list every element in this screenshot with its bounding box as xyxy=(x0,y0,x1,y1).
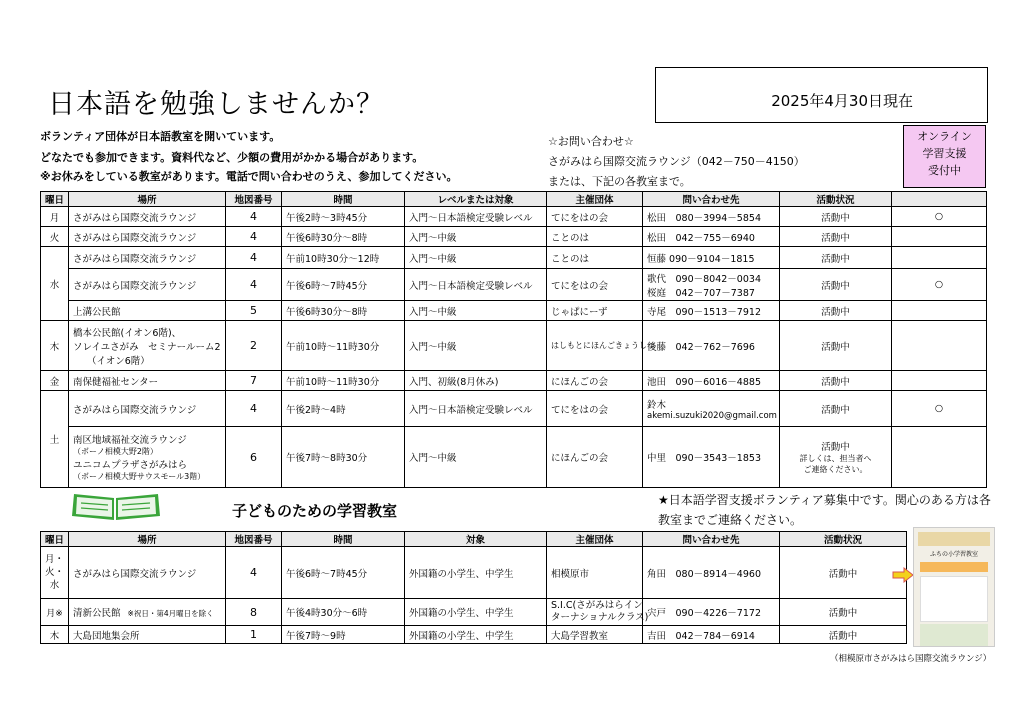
kids-classroom-table xyxy=(40,531,907,644)
header-time: 時間 xyxy=(282,192,405,207)
intro-line-3: ※お休みをしている教室があります。電話で問い合わせのうえ、参加してください。 xyxy=(40,170,458,183)
intro-line-2: どなたでも参加できます。資料代など、少額の費用がかかる場合があります。 xyxy=(40,151,424,164)
time-cell: 午後2時～3時45分 xyxy=(282,207,405,227)
place-line: （イオン6階） xyxy=(87,355,150,367)
contact-cell xyxy=(643,269,780,301)
contact-cell: 角田 080－8914－4960 xyxy=(643,547,780,599)
time-cell: 午後6時～7時45分 xyxy=(282,547,405,599)
level-cell: 入門～中級 xyxy=(405,301,547,321)
level-cell: 入門～日本語検定受験レベル xyxy=(405,207,547,227)
map-number: 1 xyxy=(226,626,282,644)
header-level: レベルまたは対象 xyxy=(405,192,547,207)
place-name: 清新公民館 xyxy=(73,608,121,619)
day-cell-tue: 火 xyxy=(41,227,69,247)
org-line: S.I.C(さがみはらイン xyxy=(551,600,643,611)
org-cell: ことのは xyxy=(547,227,643,247)
arrow-right-icon xyxy=(893,568,913,582)
contact-cell: 恒藤 090－9104－1815 xyxy=(643,247,780,269)
header-time: 時間 xyxy=(282,532,405,547)
contact-cell xyxy=(643,391,780,427)
online-mark: ○ xyxy=(892,269,987,301)
map-number: 4 xyxy=(226,227,282,247)
header-contact: 問い合わせ先 xyxy=(643,192,780,207)
map-number: 4 xyxy=(226,269,282,301)
time-cell: 午前10時30分～12時 xyxy=(282,247,405,269)
table-header-row xyxy=(41,192,987,207)
table-row xyxy=(41,269,987,301)
map-number: 4 xyxy=(226,247,282,269)
date-box xyxy=(655,67,988,123)
status-cell: 活動中 xyxy=(780,321,892,371)
level-cell: 入門～中級 xyxy=(405,247,547,269)
map-number: 7 xyxy=(226,371,282,391)
org-cell: てにをはの会 xyxy=(547,391,643,427)
place-cell xyxy=(69,599,226,626)
org-cell: にほんごの会 xyxy=(547,371,643,391)
target-cell: 外国籍の小学生、中学生 xyxy=(405,547,547,599)
place-line: 橋本公民館(イオン6階)、 xyxy=(73,327,182,339)
day-cell-fri: 金 xyxy=(41,371,69,391)
org-cell xyxy=(547,599,649,626)
time-cell: 午後7時～8時30分 xyxy=(282,427,405,488)
table-row xyxy=(41,626,907,644)
org-cell: てにをはの会 xyxy=(547,269,643,301)
header-day: 曜日 xyxy=(41,532,69,547)
day-cell-wed: 水 xyxy=(41,247,69,321)
place-cell: さがみはら国際交流ラウンジ xyxy=(69,247,226,269)
flyer-caption: （相模原市さがみはら国際交流ラウンジ） xyxy=(830,654,992,664)
level-cell: 入門～中級 xyxy=(405,321,547,371)
kids-section-title: 子どものための学習教室 xyxy=(232,502,398,520)
place-cell: 大島団地集会所 xyxy=(69,626,226,644)
contact-cell: 後藤 042－762－7696 xyxy=(643,321,780,371)
status-cell: 活動中 xyxy=(780,626,907,644)
header-status: 活動状況 xyxy=(780,532,907,547)
header-place: 場所 xyxy=(69,532,226,547)
online-line-1: オンライン xyxy=(917,130,972,143)
status-line: ご連絡ください。 xyxy=(803,465,868,474)
online-mark: ○ xyxy=(892,207,987,227)
header-online xyxy=(892,192,987,207)
online-mark xyxy=(892,321,987,371)
target-cell: 外国籍の小学生、中学生 xyxy=(405,599,547,626)
contact-cell: 宍戸 090－4226－7172 xyxy=(643,599,780,626)
table-row xyxy=(41,227,987,247)
header-org: 主催団体 xyxy=(547,532,643,547)
table-row xyxy=(41,427,987,488)
map-number: 2 xyxy=(226,321,282,371)
contact-cell: 松田 080－3994－5854 xyxy=(643,207,780,227)
level-cell: 入門～日本語検定受験レベル xyxy=(405,269,547,301)
level-cell: 入門～中級 xyxy=(405,227,547,247)
header-contact: 問い合わせ先 xyxy=(643,532,780,547)
header-status: 活動状況 xyxy=(780,192,892,207)
day-cell-thu: 木 xyxy=(41,321,69,371)
online-support-box xyxy=(903,125,986,188)
level-cell: 入門、初級(8月休み) xyxy=(405,371,547,391)
status-cell: 活動中 xyxy=(780,371,892,391)
online-line-3: 受付中 xyxy=(928,164,961,177)
table-row xyxy=(41,391,987,427)
org-cell: 相模原市 xyxy=(547,547,643,599)
place-line: ユニコムプラザさがみはら xyxy=(73,460,188,471)
org-cell: にほんごの会 xyxy=(547,427,643,488)
contact-cell: 松田 042－755－6940 xyxy=(643,227,780,247)
kids-class-flyer-image xyxy=(913,527,995,647)
target-cell: 外国籍の小学生、中学生 xyxy=(405,626,547,644)
status-cell: 活動中 xyxy=(780,599,907,626)
place-cell xyxy=(69,321,226,371)
day-cell-sat: 土 xyxy=(41,391,69,488)
volunteer-recruit-note: ★日本語学習支援ボランティア募集中です。関心のある方は各教室までご連絡ください。 xyxy=(658,493,991,527)
online-mark xyxy=(892,371,987,391)
contact-cell: 寺尾 090－1513－7912 xyxy=(643,301,780,321)
day-cell: 月※ xyxy=(41,599,69,626)
contact-line: 鈴木 xyxy=(647,399,667,411)
contact-heading: ☆お問い合わせ☆ xyxy=(548,135,634,148)
table-row xyxy=(41,371,987,391)
place-cell: さがみはら国際交流ラウンジ xyxy=(69,391,226,427)
online-mark xyxy=(892,247,987,269)
org-cell: 大島学習教室 xyxy=(547,626,643,644)
table-row xyxy=(41,207,987,227)
level-cell: 入門～日本語検定受験レベル xyxy=(405,391,547,427)
table-row xyxy=(41,547,907,599)
org-line: ターナショナルクラス) xyxy=(551,612,649,623)
time-cell: 午後6時30分～8時 xyxy=(282,301,405,321)
header-place: 場所 xyxy=(69,192,226,207)
contact-or: または、下記の各教室まで。 xyxy=(548,175,691,188)
header-org: 主催団体 xyxy=(547,192,643,207)
org-cell: じゃぱにーず xyxy=(547,301,643,321)
place-cell: さがみはら国際交流ラウンジ xyxy=(69,269,226,301)
place-cell: さがみはら国際交流ラウンジ xyxy=(69,227,226,247)
kids-header-row xyxy=(41,532,907,547)
online-mark xyxy=(892,227,987,247)
contact-cell: 吉田 042－784－6914 xyxy=(643,626,780,644)
place-line: ソレイユさがみ セミナールーム2 xyxy=(73,341,221,353)
contact-lounge: さがみはら国際交流ラウンジ（042－750－4150） xyxy=(548,155,805,168)
org-cell: ことのは xyxy=(547,247,643,269)
header-target: 対象 xyxy=(405,532,547,547)
open-book-icon xyxy=(68,490,163,522)
contact-line: 歌代 090－8042－0034 xyxy=(647,273,761,285)
contact-email: akemi.suzuki2020@gmail.com xyxy=(647,410,777,421)
online-mark xyxy=(892,301,987,321)
time-cell: 午前10時～11時30分 xyxy=(282,371,405,391)
contact-line: 桜庭 042－707－7387 xyxy=(647,287,755,299)
time-cell: 午前10時～11時30分 xyxy=(282,321,405,371)
place-cell: 南保健福祉センター xyxy=(69,371,226,391)
place-cell: さがみはら国際交流ラウンジ xyxy=(69,207,226,227)
map-number: 8 xyxy=(226,599,282,626)
table-row xyxy=(41,247,987,269)
status-cell: 活動中 xyxy=(780,547,907,599)
status-cell xyxy=(780,427,892,488)
time-cell: 午後6時30分～8時 xyxy=(282,227,405,247)
table-row xyxy=(41,301,987,321)
table-row xyxy=(41,599,907,626)
date-text: 2025年4月30日現在 xyxy=(771,92,913,110)
place-line: （ボーノ相模大野2階） xyxy=(73,447,158,456)
status-cell: 活動中 xyxy=(780,269,892,301)
map-number: 4 xyxy=(226,547,282,599)
status-line: 活動中 xyxy=(821,442,850,453)
flyer-heading: ふちの小学習教室 xyxy=(929,551,978,558)
table-row xyxy=(41,321,987,371)
header-map: 地図番号 xyxy=(226,192,282,207)
header-day: 曜日 xyxy=(41,192,69,207)
contact-cell: 池田 090－6016－4885 xyxy=(643,371,780,391)
status-cell: 活動中 xyxy=(780,247,892,269)
header-map: 地図番号 xyxy=(226,532,282,547)
place-note: ※祝日・第4月曜日を除く xyxy=(127,609,214,618)
online-mark xyxy=(892,427,987,488)
online-line-2: 学習支援 xyxy=(922,147,967,160)
map-number: 5 xyxy=(226,301,282,321)
map-number: 6 xyxy=(226,427,282,488)
day-cell-mon: 月 xyxy=(41,207,69,227)
classroom-table xyxy=(40,191,987,488)
place-cell xyxy=(69,427,226,488)
org-cell: てにをはの会 xyxy=(547,207,643,227)
place-cell: さがみはら国際交流ラウンジ xyxy=(69,547,226,599)
org-cell: はしもとにほんごきょうしつ xyxy=(547,321,643,371)
level-cell: 入門～中級 xyxy=(405,427,547,488)
place-line: （ボーノ相模大野サウスモール3階） xyxy=(73,472,206,481)
status-cell: 活動中 xyxy=(780,391,892,427)
time-cell: 午後4時30分～6時 xyxy=(282,599,405,626)
day-cell: 木 xyxy=(41,626,69,644)
status-cell: 活動中 xyxy=(780,207,892,227)
place-line: 南区地域福祉交流ラウンジ xyxy=(73,435,187,446)
place-cell: 上溝公民館 xyxy=(69,301,226,321)
time-cell: 午後2時～4時 xyxy=(282,391,405,427)
intro-line-1: ボランティア団体が日本語教室を開いています。 xyxy=(40,130,281,143)
time-cell: 午後7時～9時 xyxy=(282,626,405,644)
status-line: 詳しくは、担当者へ xyxy=(799,454,872,463)
map-number: 4 xyxy=(226,391,282,427)
contact-cell: 中里 090－3543－1853 xyxy=(643,427,780,488)
status-cell: 活動中 xyxy=(780,227,892,247)
time-cell: 午後6時～7時45分 xyxy=(282,269,405,301)
day-cell: 月・火・水 xyxy=(41,547,69,599)
online-mark: ○ xyxy=(892,391,987,427)
map-number: 4 xyxy=(226,207,282,227)
status-cell: 活動中 xyxy=(780,301,892,321)
page-title: 日本語を勉強しませんか？ xyxy=(48,89,384,120)
